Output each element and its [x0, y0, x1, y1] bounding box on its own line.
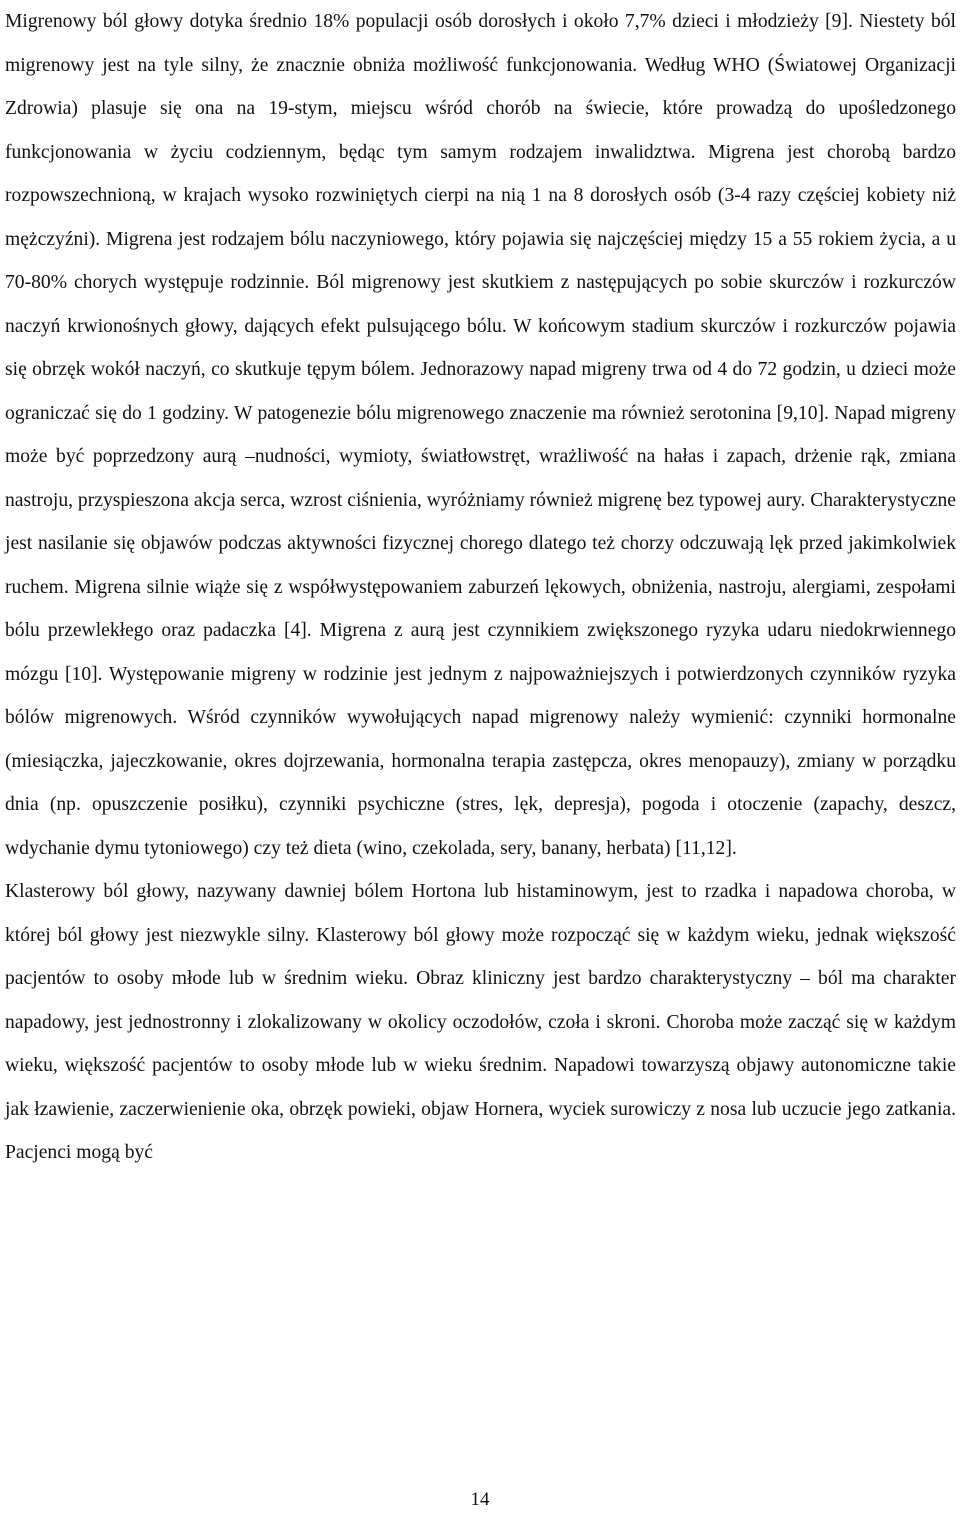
- page-number: 14: [470, 1489, 490, 1510]
- paragraph-migraine: Migrenowy ból głowy dotyka średnio 18% populacji osób dorosłych i około 7,7% dzieci i młodzieży [9]. Niestety ból migrenowy jest na tyle silny, że znacznie obniża możliwość funkcjonowania. Według WHO (Światowej Organizacji Zdrowia) plasuje się ona na 19-stym, miejscu wśród chorób na świecie, które prowadzą do upośledzonego funkcjonowania w życiu codziennym, będąc tym samym rodzajem inwalidztwa. Migrena jest chorobą bardzo rozpowszechnioną, w krajach wysoko rozwiniętych cierpi na nią 1 na 8 dorosłych osób (3-4 razy częściej kobiety niż mężczyźni). Migrena jest rodzajem bólu naczyniowego, który pojawia się najczęściej między 15 a 55 rokiem życia, a u 70-80% chorych występuje rodzinnie. Ból migrenowy jest skutkiem z następujących po sobie skurczów i rozkurczów naczyń krwionośnych głowy, dających efekt pulsującego bólu. W końcowym stadium skurczów i rozkurczów pojawia się obrzęk wokół naczyń, co skutkuje tępym bólem. Jednorazowy napad migreny trwa od 4 do 72 godzin, u dzieci może ograniczać się do 1 godziny. W patogenezie bólu migrenowego znaczenie ma również serotonina [9,10]. Napad migreny może być poprzedzony aurą –nudności, wymioty, światłowstręt, wrażliwość na hałas i zapach, drżenie rąk, zmiana nastroju, przyspieszona akcja serca, wzrost ciśnienia, wyróżniamy również migrenę bez typowej aury. Charakterystyczne jest nasilanie się objawów podczas aktywności fizycznej chorego dlatego też chorzy odczuwają lęk przed jakimkolwiek ruchem. Migrena silnie wiąże się z współwystępowaniem zaburzeń lękowych, obniżenia, nastroju, alergiami, zespołami bólu przewlekłego oraz padaczka [4]. Migrena z aurą jest czynnikiem zwiększonego ryzyka udaru niedokrwiennego mózgu [10]. Występowanie migreny w rodzinie jest jednym z najpoważniejszych i potwierdzonych czynników ryzyka bólów migrenowych. Wśród czynników wywołujących napad migrenowy należy wymienić: czynniki hormonalne (miesiączka, jajeczkowanie, okres dojrzewania, hormonalna terapia zastępcza, okres menopauzy), zmiany w porządku dnia (np. opuszczenie posiłku), czynniki psychiczne (stres, lęk, depresja), pogoda i otoczenie (zapachy, deszcz, wdychanie dymu tytoniowego) czy też dieta (wino, czekolada, sery, banany, herbata) [11,12].: [5, 11, 956, 859]
- paragraph-cluster-headache: Klasterowy ból głowy, nazywany dawniej bólem Hortona lub histaminowym, jest to rzadka i napadowa choroba, w której ból głowy jest niezwykle silny. Klasterowy ból głowy może rozpocząć się w każdym wieku, jednak większość pacjentów to osoby młode lub w średnim wieku. Obraz kliniczny jest bardzo charakterystyczny – ból ma charakter napadowy, jest jednostronny i zlokalizowany w okolicy oczodołów, czoła i skroni. Choroba może zacząć się w każdym wieku, większość pacjentów to osoby młode lub w wieku średnim. Napadowi towarzyszą objawy autonomiczne takie jak łzawienie, zaczerwienienie oka, obrzęk powieki, objaw Hornera, wyciek surowiczy z nosa lub uczucie jego zatkania. Pacjenci mogą być: [5, 881, 956, 1163]
- body-text: [5, 0, 956, 1175]
